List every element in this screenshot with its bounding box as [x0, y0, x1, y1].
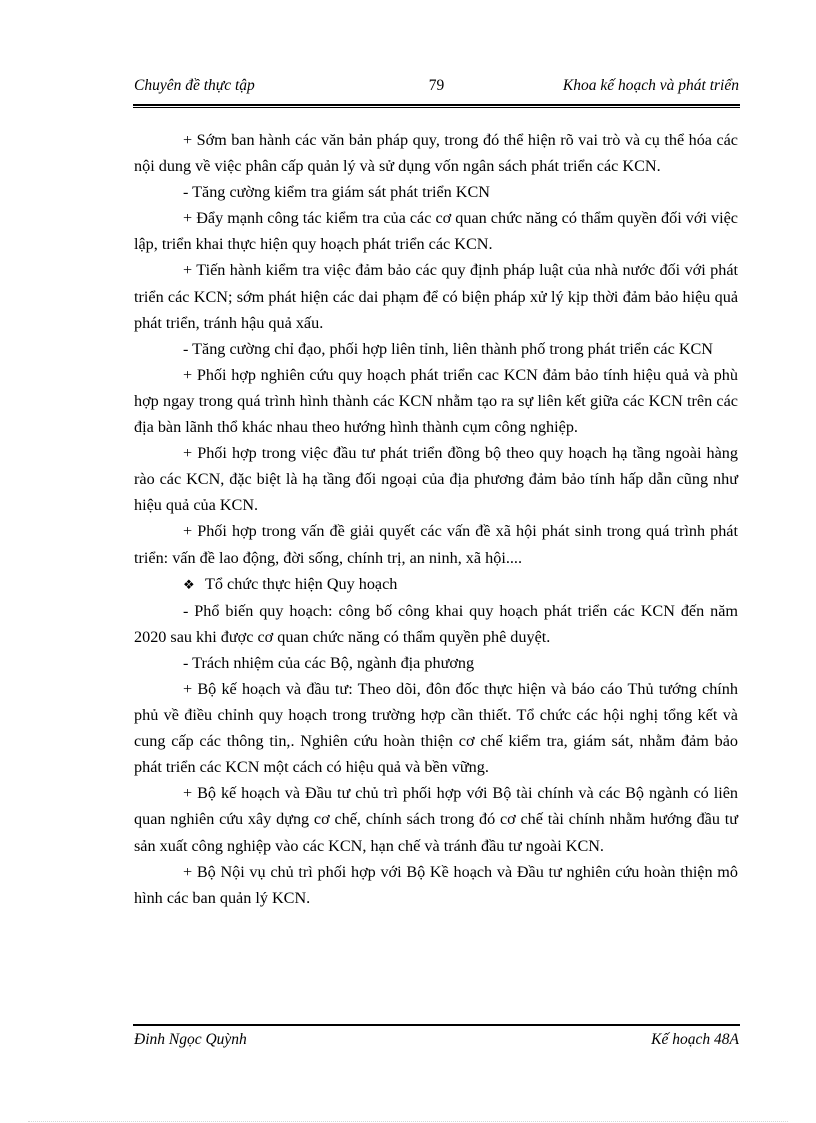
body-text	[134, 127, 738, 911]
paragraph: + Bộ Nội vụ chủ trì phối hợp với Bộ Kề hoạch và Đầu tư nghiên cứu hoàn thiện mô hình các ban quản lý KCN.	[134, 862, 738, 907]
page-header	[134, 73, 739, 103]
paragraph: + Bộ kế hoạch và Đầu tư chủ trì phối hợp với Bộ tài chính và các Bộ ngành có liên quan nghiên cứu xây dựng cơ chế, chính sách trong đó cơ chế tài chính nhằm hướng đầu tư sản xuất công nghiệp vào các KCN, hạn chế và tránh đầu tư ngoài KCN.	[134, 784, 738, 855]
paragraph: - Tăng cường chỉ đạo, phối hợp liên tỉnh, liên thành phố trong phát triển các KCN	[183, 339, 713, 358]
paragraph: + Phối hợp nghiên cứu quy hoạch phát triển cac KCN đảm bảo tính hiệu quả và phù hợp ngay trong quá trình hình thành các KCN nhằm tạo ra sự liên kết giữa các KCN trên các địa bàn lãnh thổ khác nhau theo hướng hình thành cụm công nghiệp.	[134, 365, 738, 437]
paragraph: + Phối hợp trong việc đầu tư phát triển đồng bộ theo quy hoạch hạ tầng ngoài hàng rào các KCN, đặc biệt là hạ tầng đối ngoại của địa phương đảm bảo tính hấp dẫn cũng như hiệu quả của KCN.	[134, 444, 738, 515]
diamond-bullet-icon: ❖	[183, 576, 195, 592]
section-heading	[134, 571, 738, 598]
header-left-title: Chuyên đề thực tập	[134, 77, 255, 94]
page-edge-dots	[28, 1121, 788, 1122]
page-footer	[134, 1028, 739, 1052]
paragraph: + Phối hợp trong vấn đề giải quyết các vấn đề xã hội phát sinh trong quá trình phát triển: vấn đề lao động, đời sống, chính trị, an ninh, xã hội....	[134, 522, 738, 567]
page-number: 79	[428, 77, 445, 94]
header-rule	[133, 104, 740, 108]
footer-author: Đinh Ngọc Quỳnh	[134, 1031, 247, 1048]
paragraph: - Phổ biến quy hoạch: công bố công khai quy hoạch phát triển các KCN đến năm 2020 sau khi được cơ quan chức năng có thẩm quyền phê duyệt.	[134, 601, 738, 646]
header-right-title: Khoa kế hoạch và phát triển	[562, 77, 739, 94]
footer-class: Kế hoạch 48A	[651, 1031, 739, 1048]
paragraph: + Đẩy mạnh công tác kiểm tra của các cơ quan chức năng có thẩm quyền đối với việc lập, triển khai thực hiện quy hoạch phát triển các KCN.	[134, 209, 738, 254]
footer-rule	[133, 1024, 740, 1026]
paragraph: - Trách nhiệm của các Bộ, ngành địa phương	[183, 653, 475, 672]
paragraph: + Sớm ban hành các văn bản pháp quy, trong đó thể hiện rõ vai trò và cụ thể hóa các nội dung về việc phân cấp quản lý và sử dụng vốn ngân sách phát triển các KCN.	[134, 131, 738, 176]
paragraph: - Tăng cường kiểm tra giám sát phát triển KCN	[183, 183, 490, 202]
section-heading-text: Tổ chức thực hiện Quy hoạch	[205, 574, 398, 593]
paragraph: + Tiến hành kiểm tra việc đảm bảo các quy định pháp luật của nhà nước đối với phát triển các KCN; sớm phát hiện các dai phạm để có biện pháp xử lý kịp thời đảm bảo hiệu quả phát triển, tránh hậu quả xấu.	[134, 261, 738, 332]
paragraph: + Bộ kế hoạch và đầu tư: Theo dõi, đôn đốc thực hiện và báo cáo Thủ tướng chính phủ về điều chỉnh quy hoạch trong trường hợp cần thiết. Tổ chức các hội nghị tổng kết và cung cấp các thông tin,. Nghiên cứu hoàn thiện cơ chế kiểm tra, giám sát, nhằm đảm bảo phát triển các KCN một cách có hiệu quả và bền vững.	[134, 679, 738, 777]
